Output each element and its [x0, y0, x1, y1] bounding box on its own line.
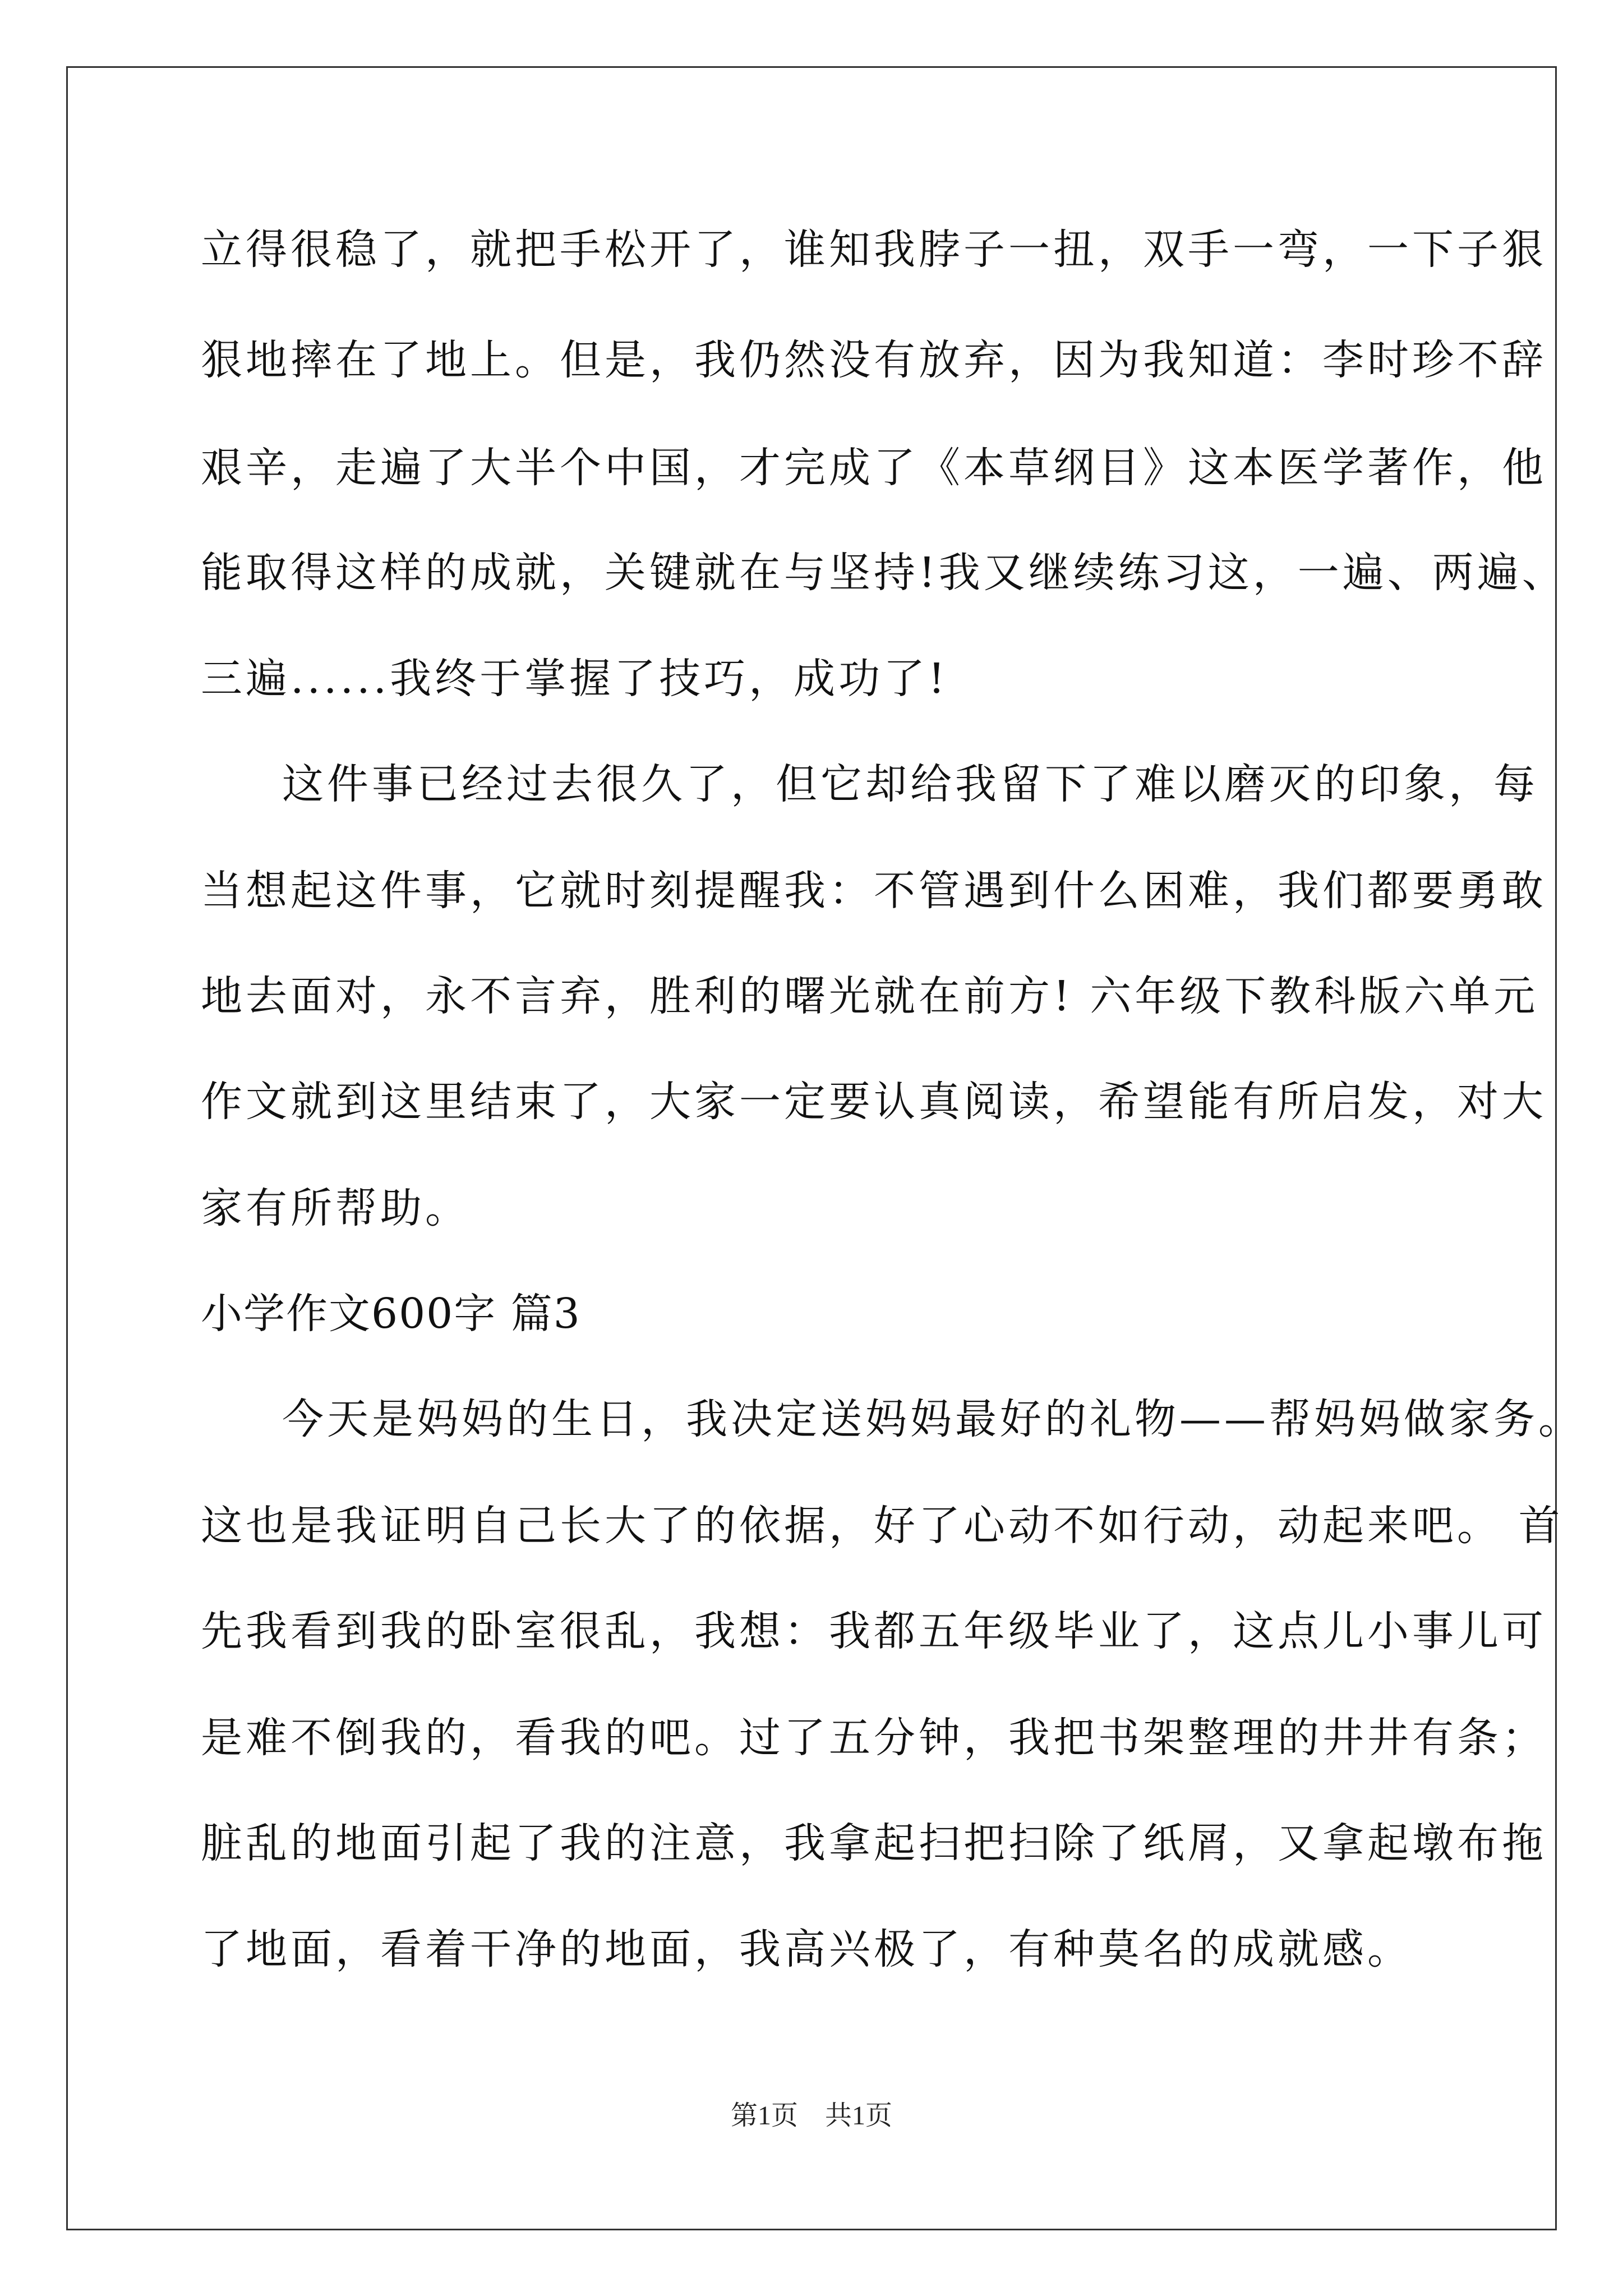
section-heading: 小学作文600字 篇3 [201, 1290, 581, 1338]
text-line: 了地面，看着干净的地面，我高兴极了，有种莫名的成就感。 [201, 1925, 1412, 1973]
text-line: 当想起这件事，它就时刻提醒我：不管遇到什么困难，我们都要勇敢 [201, 867, 1547, 915]
paragraph-first-line: 今天是妈妈的生日，我决定送妈妈最好的礼物——帮妈妈做家务。 [282, 1395, 1583, 1443]
text-line: 脏乱的地面引起了我的注意，我拿起扫把扫除了纸屑，又拿起墩布拖 [201, 1819, 1547, 1867]
text-line: 立得很稳了，就把手松开了，谁知我脖子一扭，双手一弯，一下子狠 [201, 226, 1547, 274]
text-line: 艰辛，走遍了大半个中国，才完成了《本草纲目》这本医学著作，他 [201, 444, 1547, 492]
text-line: 家有所帮助。 [201, 1184, 470, 1232]
paragraph-first-line: 这件事已经过去很久了，但它却给我留下了难以磨灭的印象，每 [282, 760, 1538, 808]
page-total: 共1页 [825, 2101, 893, 2131]
page-footer [0, 2099, 1623, 2133]
text-line: 先我看到我的卧室很乱，我想：我都五年级毕业了，这点儿小事儿可 [201, 1607, 1547, 1655]
text-line: 狠地摔在了地上。但是，我仍然没有放弃，因为我知道：李时珍不辞 [201, 336, 1547, 384]
text-line: 地去面对，永不言弃，胜利的曙光就在前方! 六年级下教科版六单元 [201, 972, 1539, 1020]
text-line: 能取得这样的成就，关键就在与坚持!我又继续练习这，一遍、两遍、 [201, 549, 1567, 597]
text-line: 三遍......我终于掌握了技巧，成功了! [201, 655, 948, 703]
page-number: 第1页 [730, 2101, 798, 2131]
text-line: 这也是我证明自己长大了的依据，好了心动不如行动，动起来吧。 首 [201, 1502, 1564, 1550]
page-frame [66, 66, 1583, 2230]
text-line: 作文就到这里结束了，大家一定要认真阅读，希望能有所启发，对大 [201, 1078, 1547, 1126]
text-line: 是难不倒我的，看我的吧。过了五分钟，我把书架整理的井井有条； [201, 1714, 1547, 1762]
